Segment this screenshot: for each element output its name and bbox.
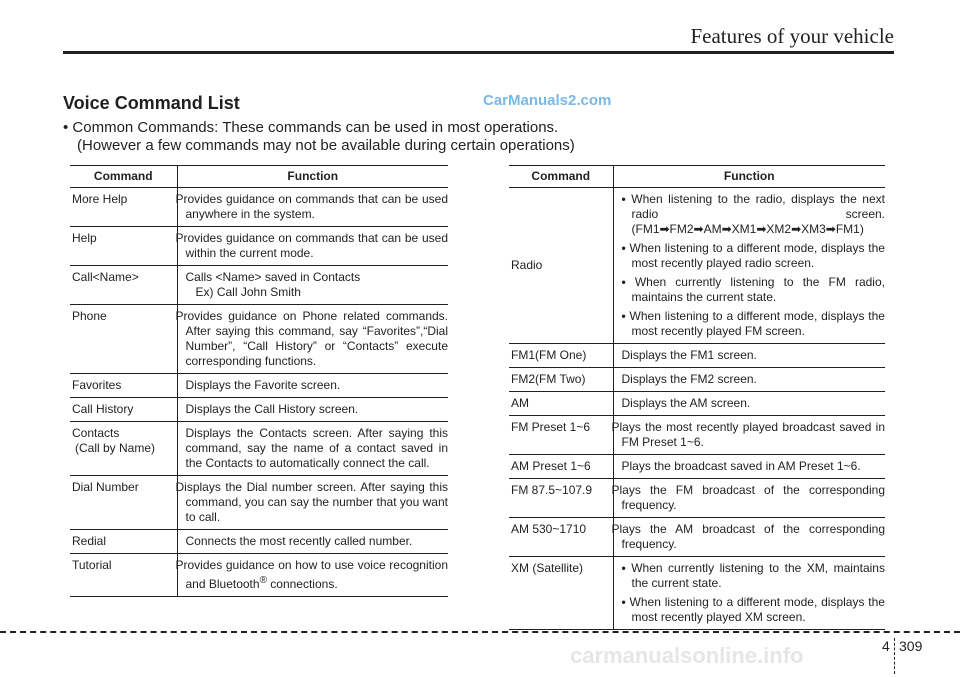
section-title: Voice Command List <box>63 93 240 113</box>
watermark-link[interactable]: CarManuals2.com <box>483 92 612 109</box>
page-number-divider <box>894 638 896 674</box>
function-cell: Displays the Call History screen. <box>177 398 448 422</box>
col-header-function: Function <box>177 166 448 188</box>
page-number: 309 <box>899 638 923 654</box>
footer-rule <box>0 631 960 633</box>
function-cell: Displays the Contacts screen. After saying this command, say the name of a contact saved in the Contacts to automatically connect the call. <box>177 422 448 476</box>
command-line: Contacts <box>72 426 120 440</box>
command-cell: AM 530~1710 <box>509 518 613 557</box>
bullet-item: • When currently listening to the XM, maintains the current state. <box>622 561 886 591</box>
command-cell: Call History <box>70 398 177 422</box>
function-cell: Displays the Dial number screen. After saying this command, you can say the number that you want to call. <box>177 476 448 530</box>
command-cell: Favorites <box>70 374 177 398</box>
table-row <box>70 422 448 476</box>
command-cell: AM <box>509 392 613 416</box>
intro-line-2: (However a few commands may not be available during certain operations) <box>77 137 575 154</box>
function-cell: Displays the FM1 screen. <box>613 344 885 368</box>
function-cell <box>177 266 448 305</box>
registered-mark: ® <box>259 575 267 586</box>
command-cell: Redial <box>70 530 177 554</box>
command-line: (Call by Name) <box>75 441 156 455</box>
table-row <box>70 305 448 374</box>
intro-line-1: • Common Commands: These commands can be used in most operations. <box>63 119 559 136</box>
command-cell: Radio <box>509 188 613 344</box>
function-line: Calls <Name> saved in Contacts <box>185 270 361 284</box>
table-row <box>70 476 448 530</box>
command-cell: Help <box>70 227 177 266</box>
bullet-item: • When listening to a different mode, displays the most recently played XM screen. <box>622 595 886 625</box>
function-cell: Plays the FM broadcast of the corresponding frequency. <box>613 479 885 518</box>
function-cell <box>613 557 885 630</box>
command-cell <box>70 422 177 476</box>
table-row <box>70 554 448 597</box>
bullet-item: • When listening to the radio, displays the next radio screen. (FM1➡FM2➡AM➡XM1➡XM2➡XM3➡FM1) <box>622 192 886 237</box>
table-row <box>509 479 885 518</box>
header-rule <box>63 51 894 54</box>
col-header-command: Command <box>509 166 613 188</box>
function-cell: Plays the broadcast saved in AM Preset 1~6. <box>613 455 885 479</box>
table-row <box>509 416 885 455</box>
command-cell: FM1(FM One) <box>509 344 613 368</box>
function-cell: Displays the FM2 screen. <box>613 368 885 392</box>
command-cell: Tutorial <box>70 554 177 597</box>
table-row <box>509 455 885 479</box>
command-cell: Phone <box>70 305 177 374</box>
section-number: 4 <box>882 638 890 654</box>
table-row <box>70 188 448 227</box>
command-cell: FM 87.5~107.9 <box>509 479 613 518</box>
col-header-command: Command <box>70 166 177 188</box>
command-cell: More Help <box>70 188 177 227</box>
footer-watermark: carmanualsonline.info <box>570 643 804 668</box>
function-cell: Provides guidance on commands that can be used anywhere in the system. <box>177 188 448 227</box>
table-row <box>70 227 448 266</box>
intro-text <box>63 119 575 155</box>
command-cell: Dial Number <box>70 476 177 530</box>
table-row <box>509 368 885 392</box>
table-row <box>509 344 885 368</box>
running-header-title: Features of your vehicle <box>690 24 894 48</box>
table-row <box>70 398 448 422</box>
function-cell: Displays the AM screen. <box>613 392 885 416</box>
command-cell: Call<Name> <box>70 266 177 305</box>
function-cell: Plays the most recently played broadcast saved in FM Preset 1~6. <box>613 416 885 455</box>
command-cell: FM2(FM Two) <box>509 368 613 392</box>
table-row <box>509 557 885 630</box>
table-row <box>70 530 448 554</box>
function-cell: Displays the Favorite screen. <box>177 374 448 398</box>
bullet-item: • When listening to a different mode, displays the most recently played FM screen. <box>622 309 886 339</box>
function-cell: Provides guidance on commands that can be used within the current mode. <box>177 227 448 266</box>
common-commands-table-right <box>509 165 885 630</box>
command-cell: FM Preset 1~6 <box>509 416 613 455</box>
function-line: Ex) Call John Smith <box>195 285 301 299</box>
function-text: Provides guidance on how to use voice recognition and Bluetooth <box>175 558 448 591</box>
function-cell <box>613 188 885 344</box>
table-row <box>70 374 448 398</box>
function-cell: Provides guidance on Phone related commands. After saying this command, say “Favorites”,“Dial Number”, “Call History” or “Contacts” execute corresponding functions. <box>177 305 448 374</box>
table-row <box>509 188 885 344</box>
function-text-tail: connections. <box>266 577 338 591</box>
bullet-item: • When listening to a different mode, displays the most recently played radio screen. <box>622 241 886 271</box>
command-cell: AM Preset 1~6 <box>509 455 613 479</box>
table-row <box>509 392 885 416</box>
table-row <box>509 518 885 557</box>
col-header-function: Function <box>613 166 885 188</box>
function-cell: Connects the most recently called number. <box>177 530 448 554</box>
function-cell: Plays the AM broadcast of the corresponding frequency. <box>613 518 885 557</box>
common-commands-table-left <box>70 165 448 597</box>
command-cell: XM (Satellite) <box>509 557 613 630</box>
bullet-item: • When currently listening to the FM radio, maintains the current state. <box>622 275 886 305</box>
function-cell <box>177 554 448 597</box>
table-row <box>70 266 448 305</box>
